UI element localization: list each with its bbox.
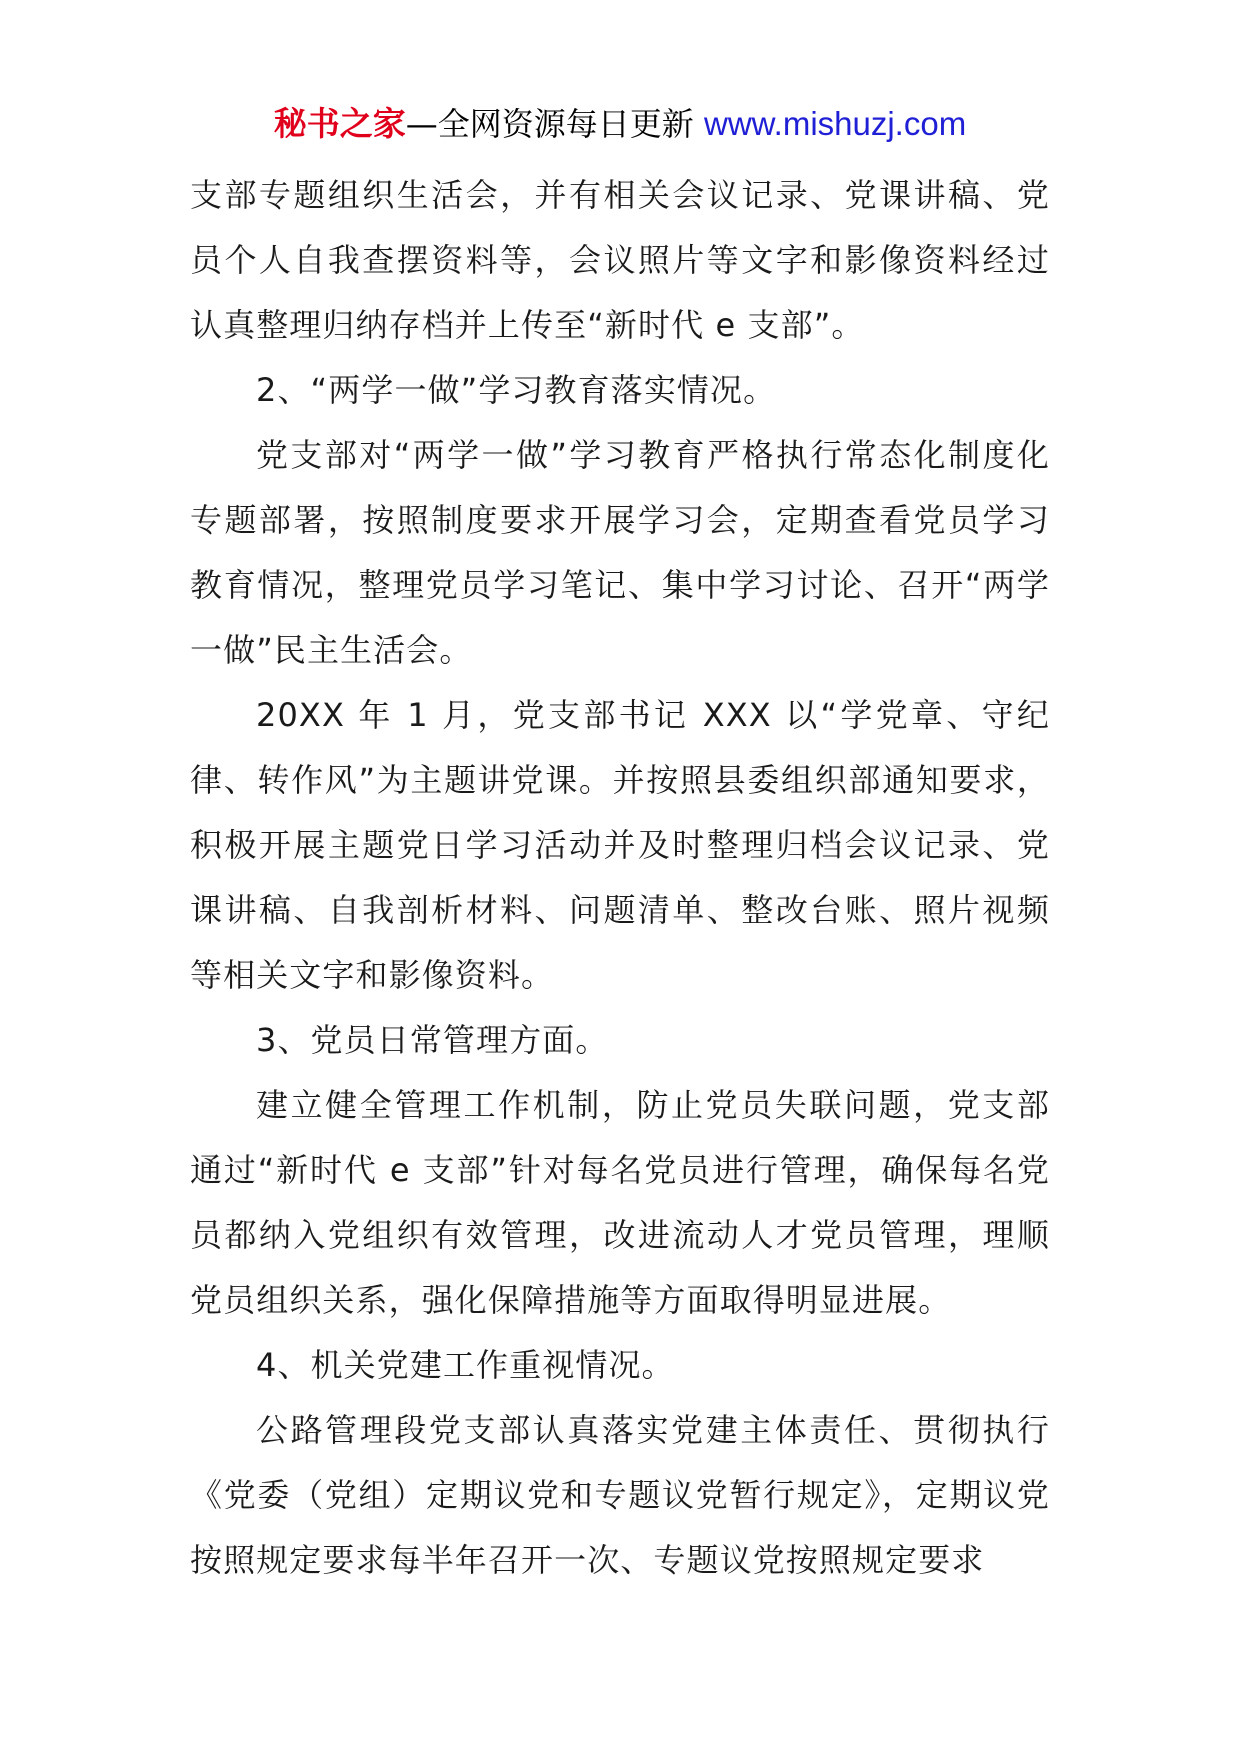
section-heading-4: 4、机关党建工作重视情况。 [256,1346,675,1384]
section-heading-2: 2、“两学一做”学习教育落实情况。 [256,371,777,409]
paragraph-two-study-one-do: 党支部对“两学一做”学习教育严格执行常态化制度化专题部署，按照制度要求开展学习会，定期查看党员学习教育情况，整理党员学习笔记、集中学习讨论、召开“两学一做”民主生活会。 [190,436,1050,669]
paragraph-party-lecture: 20XX 年 1 月，党支部书记 XXX 以“学党章、守纪律、转作风”为主题讲党课。并按照县委组织部通知要求，积极开展主题党日学习活动并及时整理归档会议记录、党课讲稿、自我剖析材料、问题清单、整改台账、照片视频等相关文字和影像资料。 [190,696,1050,994]
site-url-link[interactable]: www.mishuzj.com [703,105,967,142]
header-tagline: —全网资源每日更新 [405,105,704,143]
document-body [190,163,1050,1593]
paragraph-continuation: 支部专题组织生活会，并有相关会议记录、党课讲稿、党员个人自我查摆资料等，会议照片等文字和影像资料经过认真整理归纳存档并上传至“新时代 e 支部”。 [190,176,1050,344]
paragraph-member-management: 建立健全管理工作机制，防止党员失联问题，党支部通过“新时代 e 支部”针对每名党员进行管理，确保每名党员都纳入党组织有效管理，改进流动人才党员管理，理顺党员组织关系，强化保障措施等方面取得明显进展。 [190,1086,1050,1319]
paragraph-party-building: 公路管理段党支部认真落实党建主体责任、贯彻执行《党委（党组）定期议党和专题议党暂行规定》，定期议党按照规定要求每半年召开一次、专题议党按照规定要求 [190,1411,1050,1579]
section-heading-3: 3、党员日常管理方面。 [256,1021,609,1059]
page-header [0,102,1240,146]
brand-name: 秘书之家 [273,104,406,143]
